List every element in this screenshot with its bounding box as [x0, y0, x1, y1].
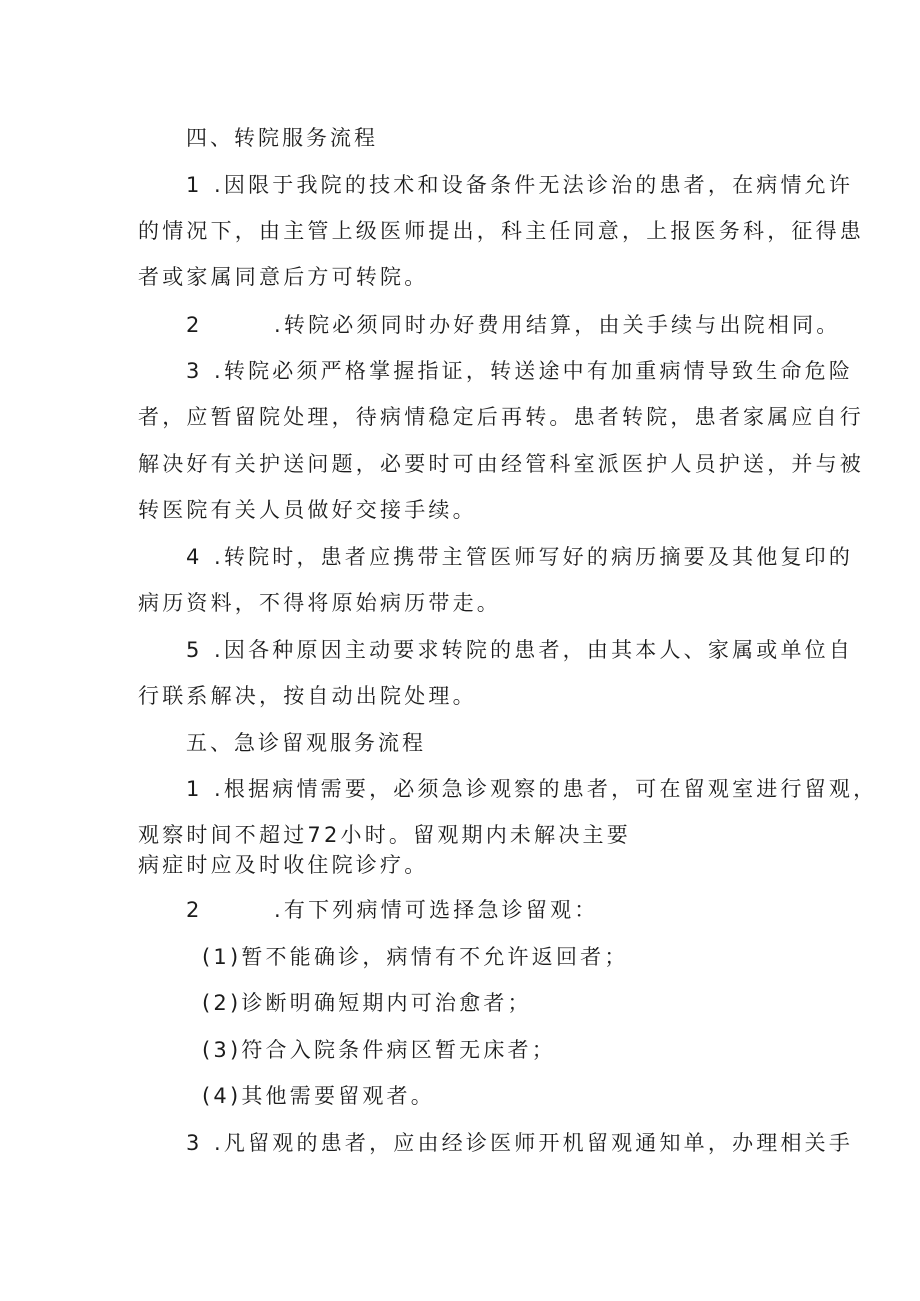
item-number: 2: [186, 898, 203, 922]
item-number: 2: [186, 313, 203, 337]
sub-item: (3)符合入院条件病区暂无床者；: [202, 1038, 556, 1062]
item-text: .转院时，患者应携带主管医师写好的病历摘要及其他复印的: [214, 545, 854, 569]
item-text: .因各种原因主动要求转院的患者，由其本人、家属或单位自: [214, 638, 854, 662]
paragraph-line: [186, 311, 840, 339]
paragraph-line: [186, 357, 853, 385]
sub-item: (2)诊断明确短期内可治愈者；: [202, 991, 532, 1015]
item-text: .转院必须同时办好费用结算，由关手续与出院相同。: [274, 313, 841, 337]
item-text: .因限于我院的技术和设备条件无法诊治的患者，在病情允许: [214, 173, 854, 197]
section-heading: 四、转院服务流程: [186, 126, 378, 150]
paragraph-line: [186, 543, 853, 571]
paragraph-line: 的情况下，由主管上级医师提出，科主任同意，上报医务科，征得患: [138, 219, 864, 243]
paragraph-line: [186, 896, 598, 924]
item-number: 3: [186, 359, 203, 383]
paragraph-line: 观察时间不超过72小时。留观期内未解决主要: [138, 823, 631, 847]
paragraph-line: [186, 1129, 853, 1157]
item-text: .根据病情需要，必须急诊观察的患者，可在留观室进行留观，: [214, 777, 878, 801]
item-text: .有下列病情可选择急诊留观：: [274, 898, 599, 922]
item-text: .转院必须严格掌握指证，转送途中有加重病情导致生命危险: [214, 359, 854, 383]
item-text: .凡留观的患者，应由经诊医师开机留观通知单，办理相关手: [214, 1131, 854, 1155]
paragraph-line: 者，应暂留院处理，待病情稳定后再转。患者转院，患者家属应自行: [138, 405, 864, 429]
paragraph-line: [186, 775, 877, 803]
paragraph-line: 病历资料，不得将原始病历带走。: [138, 591, 501, 615]
paragraph-line: [186, 636, 853, 664]
paragraph-line: 转医院有关人员做好交接手续。: [138, 498, 477, 522]
paragraph-line: [186, 171, 853, 199]
paragraph-line: 病症时应及时收住院诊疗。: [138, 853, 429, 877]
item-number: 3: [186, 1131, 203, 1155]
paragraph-line: 行联系解决，按自动出院处理。: [138, 684, 477, 708]
item-number: 5: [186, 638, 203, 662]
section-heading: 五、急诊留观服务流程: [186, 731, 426, 755]
item-number: 4: [186, 545, 203, 569]
item-number: 1: [186, 777, 203, 801]
sub-item: (4)其他需要留观者。: [202, 1084, 435, 1108]
paragraph-line: 者或家属同意后方可转院。: [138, 265, 429, 289]
sub-item: (1)暂不能确诊，病情有不允许返回者；: [202, 945, 629, 969]
item-number: 1: [186, 173, 203, 197]
paragraph-line: 解决好有关护送问题，必要时可由经管科室派医护人员护送，并与被: [138, 452, 864, 476]
